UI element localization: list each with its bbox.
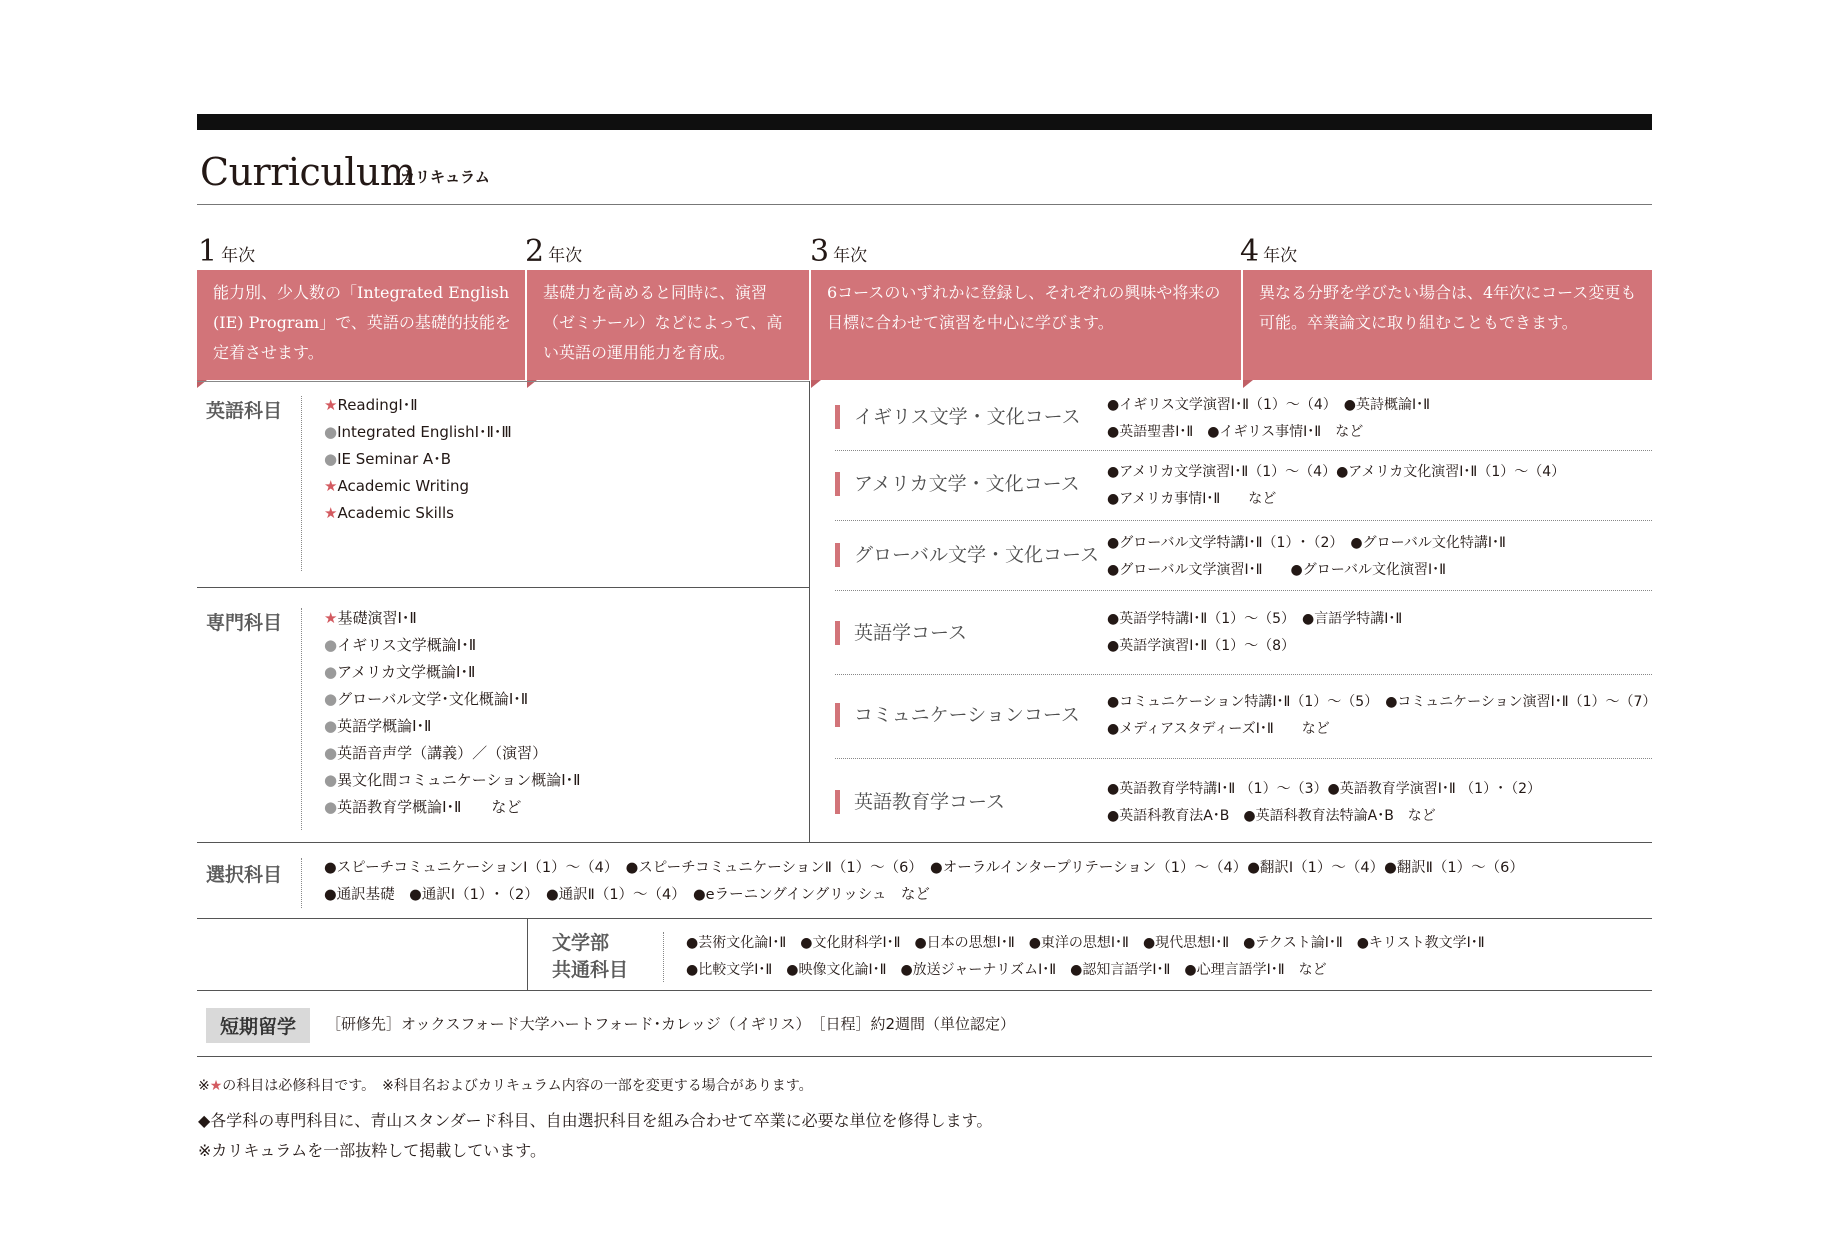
list-item: ●グローバル文学･文化概論Ⅰ･Ⅱ xyxy=(324,690,529,708)
list-item: ●アメリカ文学概論Ⅰ･Ⅱ xyxy=(324,663,476,681)
course-british-line2: ●英語聖書Ⅰ･Ⅱ ●イギリス事情Ⅰ･Ⅱ など xyxy=(1107,424,1364,440)
note-credits: ◆各学科の専門科目に、青山スタンダード科目、自由選択科目を組み合わせて卒業に必要な単位を修得します。 xyxy=(198,1111,993,1130)
course-british-line1: ●イギリス文学演習Ⅰ･Ⅱ（1）～（4） ●英詩概論Ⅰ･Ⅱ xyxy=(1107,397,1431,413)
elective-label: 選択科目 xyxy=(206,864,283,886)
faculty-bottom-line xyxy=(197,990,1652,991)
note-excerpt: ※カリキュラムを一部抜粋して掲載しています。 xyxy=(198,1141,546,1160)
study-abroad-bottom-line xyxy=(197,1056,1652,1057)
year-2-heading: 2 年次 xyxy=(525,234,583,269)
year-4-heading: 4 年次 xyxy=(1240,234,1298,269)
course-american-line1: ●アメリカ文学演習Ⅰ･Ⅱ（1）～（4）●アメリカ文化演習Ⅰ･Ⅱ（1）～（4） xyxy=(1107,464,1566,480)
list-item: ●IE Seminar A･B xyxy=(324,450,451,468)
course-global-name: グローバル文学・文化コース xyxy=(835,543,1099,567)
faculty-common-label: 文学部 共通科目 xyxy=(552,932,629,981)
title-divider xyxy=(197,204,1652,205)
course-separator xyxy=(835,758,1652,759)
faculty-dots xyxy=(663,932,664,982)
course-american-line2: ●アメリカ事情Ⅰ･Ⅱ など xyxy=(1107,491,1277,507)
faculty-top-line xyxy=(197,918,1652,919)
list-item: ★Academic Writing xyxy=(324,477,470,495)
year-1-heading: 1 年次 xyxy=(198,234,256,269)
year-3-heading: 3 年次 xyxy=(810,234,868,269)
course-separator xyxy=(835,520,1652,521)
list-item: ●英語音声学（講義）／（演習） xyxy=(324,744,548,762)
list-item: ●Integrated EnglishⅠ･Ⅱ･Ⅲ xyxy=(324,423,512,441)
course-communication-line1: ●コミュニケーション特講Ⅰ･Ⅱ（1）～（5） ●コミュニケーション演習Ⅰ･Ⅱ（1）～（7） xyxy=(1107,694,1657,710)
course-communication-line2: ●メディアスタディーズⅠ･Ⅱ など xyxy=(1107,721,1330,737)
english-subjects-list xyxy=(324,392,512,527)
list-item: ★Academic Skills xyxy=(324,504,454,522)
list-item: ★基礎演習Ⅰ･Ⅱ xyxy=(324,609,417,627)
course-british-name: イギリス文学・文化コース xyxy=(835,405,1081,429)
page-title: Curriculum xyxy=(200,150,416,194)
year-4-description: 異なる分野を学びたい場合は、4年次にコース変更も可能。卒業論文に取り組むこともできます。 xyxy=(1243,270,1652,380)
list-item: ●異文化間コミュニケーション概論Ⅰ･Ⅱ xyxy=(324,771,581,789)
list-item: ★ReadingⅠ･Ⅱ xyxy=(324,396,418,414)
elective-line2: ●通訳基礎 ●通訳Ⅰ（1）･（2） ●通訳Ⅱ（1）～（4） ●eラーニングイングリッシュ など xyxy=(324,887,930,903)
list-item: ●イギリス文学概論Ⅰ･Ⅱ xyxy=(324,636,477,654)
year-1-description: 能力別、少人数の「Integrated English (IE) Program」で、英語の基礎的技能を定着させます。 xyxy=(197,270,525,380)
specialized-subjects-label: 専門科目 xyxy=(206,612,283,634)
left-mid-line xyxy=(197,587,809,588)
course-separator xyxy=(835,450,1652,451)
course-linguistics-line2: ●英語学演習Ⅰ･Ⅱ（1）～（8） xyxy=(1107,638,1296,654)
faculty-divider xyxy=(527,918,528,990)
list-item: ●英語学概論Ⅰ･Ⅱ xyxy=(324,717,432,735)
course-linguistics-line1: ●英語学特講Ⅰ･Ⅱ（1）～（5） ●言語学特講Ⅰ･Ⅱ xyxy=(1107,611,1403,627)
elective-top-line xyxy=(197,842,1652,843)
column-divider xyxy=(809,381,810,842)
course-separator xyxy=(835,674,1652,675)
faculty-common-line1: ●芸術文化論Ⅰ･Ⅱ ●文化財科学Ⅰ･Ⅱ ●日本の思想Ⅰ･Ⅱ ●東洋の思想Ⅰ･Ⅱ ●現代思想Ⅰ･Ⅱ ●テクスト論Ⅰ･Ⅱ ●キリスト教文学Ⅰ･Ⅱ xyxy=(686,935,1485,951)
course-global-line2: ●グローバル文学演習Ⅰ･Ⅱ ●グローバル文化演習Ⅰ･Ⅱ xyxy=(1107,562,1447,578)
course-education-line2: ●英語科教育法A･B ●英語科教育法特論A･B など xyxy=(1107,808,1436,824)
elective-dots xyxy=(301,858,302,908)
top-bar xyxy=(197,114,1652,130)
course-global-line1: ●グローバル文学特講Ⅰ･Ⅱ（1）･（2） ●グローバル文化特講Ⅰ･Ⅱ xyxy=(1107,535,1506,551)
list-item: ●英語教育学概論Ⅰ･Ⅱ など xyxy=(324,798,522,816)
page-subtitle: カリキュラム xyxy=(400,168,490,186)
course-american-name: アメリカ文学・文化コース xyxy=(835,472,1080,496)
course-linguistics-name: 英語学コース xyxy=(835,621,967,645)
course-education-name: 英語教育学コース xyxy=(835,790,1005,814)
specialized-subjects-list xyxy=(324,605,581,821)
faculty-common-line2: ●比較文学Ⅰ･Ⅱ ●映像文化論Ⅰ･Ⅱ ●放送ジャーナリズムⅠ･Ⅱ ●認知言語学Ⅰ･Ⅱ ●心理言語学Ⅰ･Ⅱ など xyxy=(686,962,1327,978)
note-required: ※★の科目は必修科目です。 ※科目名およびカリキュラム内容の一部を変更する場合があります。 xyxy=(198,1078,813,1094)
year-3-description: 6コースのいずれかに登録し、それぞれの興味や将来の目標に合わせて演習を中心に学びます。 xyxy=(811,270,1241,380)
study-abroad-text: ［研修先］オックスフォード大学ハートフォード･カレッジ（イギリス） ［日程］約2週間（単位認定） xyxy=(326,1015,1016,1033)
specialized-subjects-dots xyxy=(301,608,302,830)
left-top-line xyxy=(197,381,809,382)
english-subjects-dots xyxy=(301,396,302,571)
english-subjects-label: 英語科目 xyxy=(206,400,283,422)
elective-line1: ●スピーチコミュニケーションⅠ（1）～（4） ●スピーチコミュニケーションⅡ（1）～（6） ●オーラルインタープリテーション（1）～（4）●翻訳Ⅰ（1）～（4）●翻訳Ⅱ（1）～（6） xyxy=(324,860,1524,876)
study-abroad-label: 短期留学 xyxy=(206,1008,310,1043)
year-2-description: 基礎力を高めると同時に、演習（ゼミナール）などによって、高い英語の運用能力を育成。 xyxy=(527,270,809,380)
course-separator xyxy=(835,590,1652,591)
course-communication-name: コミュニケーションコース xyxy=(835,703,1080,727)
course-education-line1: ●英語教育学特講Ⅰ･Ⅱ （1）～（3）●英語教育学演習Ⅰ･Ⅱ （1）･（2） xyxy=(1107,781,1541,797)
